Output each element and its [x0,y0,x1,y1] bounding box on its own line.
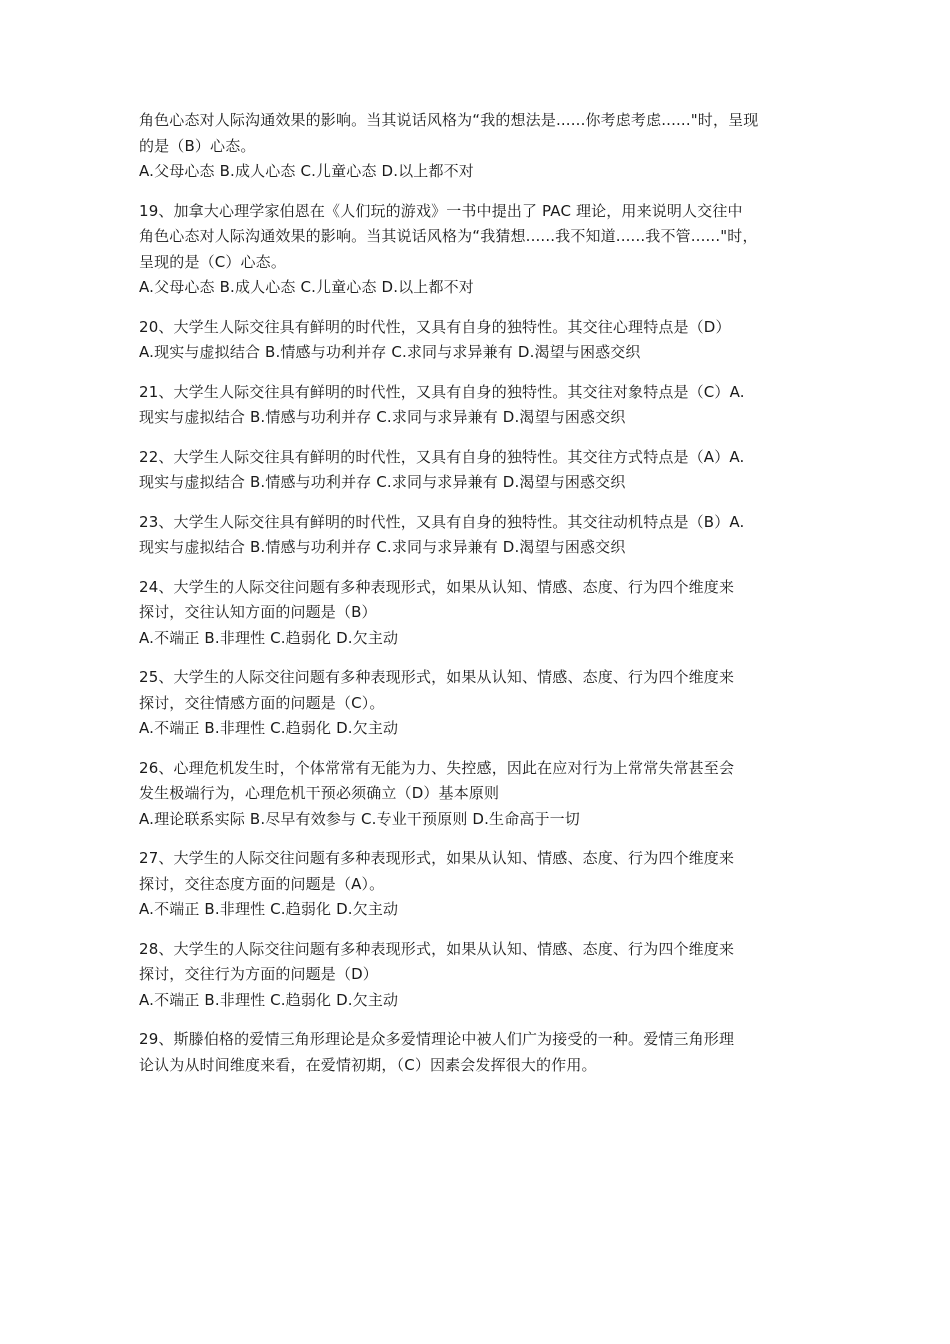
answer-options: 现实与虚拟结合 B.情感与功利并存 C.求同与求异兼有 D.渴望与困惑交织 [139,473,626,491]
text-line: 21、大学生人际交往具有鲜明的时代性，又具有自身的独特性。其交往对象特点是（C）A. [139,382,745,401]
text-line: 呈现的是（C）心态。 [139,252,286,271]
answer-options: 现实与虚拟结合 B.情感与功利并存 C.求同与求异兼有 D.渴望与困惑交织 [139,408,626,426]
text-line: 20、大学生人际交往具有鲜明的时代性，又具有自身的独特性。其交往心理特点是（D） [139,317,731,336]
text-line: 探讨，交往行为方面的问题是（D） [139,965,378,983]
answer-options: 现实与虚拟结合 B.情感与功利并存 C.求同与求异兼有 D.渴望与困惑交织 [139,538,626,556]
question-24 [139,575,819,652]
answer-options: A.不端正 B.非理性 C.趋弱化 D.欠主动 [139,719,399,737]
text-line: 19、加拿大心理学家伯恩在《人们玩的游戏》一书中提出了 PAC 理论，用来说明人交往中 [139,201,743,220]
text-line: 发生极端行为，心理危机干预必须确立（D）基本原则 [139,784,500,802]
question-27 [139,846,819,923]
text-line: 角色心态对人际沟通效果的影响。当其说话风格为“我猜想......我不知道......我不管......"时， [139,227,758,245]
question-19 [139,199,819,301]
text-line: 27、大学生的人际交往问题有多种表现形式，如果从认知、情感、态度、行为四个维度来 [139,849,735,867]
question-22 [139,445,819,496]
text-line: 24、大学生的人际交往问题有多种表现形式，如果从认知、情感、态度、行为四个维度来 [139,577,735,596]
text-line: 26、心理危机发生时，个体常常有无能为力、失控感，因此在应对行为上常常失常甚至会 [139,758,735,777]
answer-options: A.不端正 B.非理性 C.趋弱化 D.欠主动 [139,628,399,647]
question-28 [139,937,819,1014]
question-29 [139,1027,819,1078]
document-page [139,108,819,1092]
question-21 [139,380,819,431]
answer-options: A.父母心态 B.成人心态 C.儿童心态 D.以上都不对 [139,278,474,296]
text-line: 角色心态对人际沟通效果的影响。当其说话风格为“我的想法是......你考虑考虑......"时，呈现 [139,111,759,129]
answer-options: A.现实与虚拟结合 B.情感与功利并存 C.求同与求异兼有 D.渴望与困惑交织 [139,343,641,361]
answer-options: A.父母心态 B.成人心态 C.儿童心态 D.以上都不对 [139,162,474,180]
question-25 [139,665,819,742]
answer-options: A.不端正 B.非理性 C.趋弱化 D.欠主动 [139,900,399,918]
text-line: 22、大学生人际交往具有鲜明的时代性，又具有自身的独特性。其交往方式特点是（A）A. [139,447,745,466]
question-23 [139,510,819,561]
text-line: 探讨，交往情感方面的问题是（C）。 [139,693,385,712]
answer-options: A.理论联系实际 B.尽早有效参与 C.专业干预原则 D.生命高于一切 [139,809,580,828]
question-18-tail [139,108,819,185]
text-line: 的是（B）心态。 [139,136,256,155]
text-line: 28、大学生的人际交往问题有多种表现形式，如果从认知、情感、态度、行为四个维度来 [139,939,735,958]
answer-options: A.不端正 B.非理性 C.趋弱化 D.欠主动 [139,990,399,1009]
text-line: 论认为从时间维度来看，在爱情初期，（C）因素会发挥很大的作用。 [139,1055,597,1074]
text-line: 探讨，交往认知方面的问题是（B） [139,603,377,621]
question-26 [139,756,819,833]
question-20 [139,315,819,366]
text-line: 29、斯滕伯格的爱情三角形理论是众多爱情理论中被人们广为接受的一种。爱情三角形理 [139,1030,735,1048]
text-line: 探讨，交往态度方面的问题是（A）。 [139,874,385,893]
text-line: 23、大学生人际交往具有鲜明的时代性，又具有自身的独特性。其交往动机特点是（B）A. [139,512,745,531]
text-line: 25、大学生的人际交往问题有多种表现形式，如果从认知、情感、态度、行为四个维度来 [139,668,735,686]
